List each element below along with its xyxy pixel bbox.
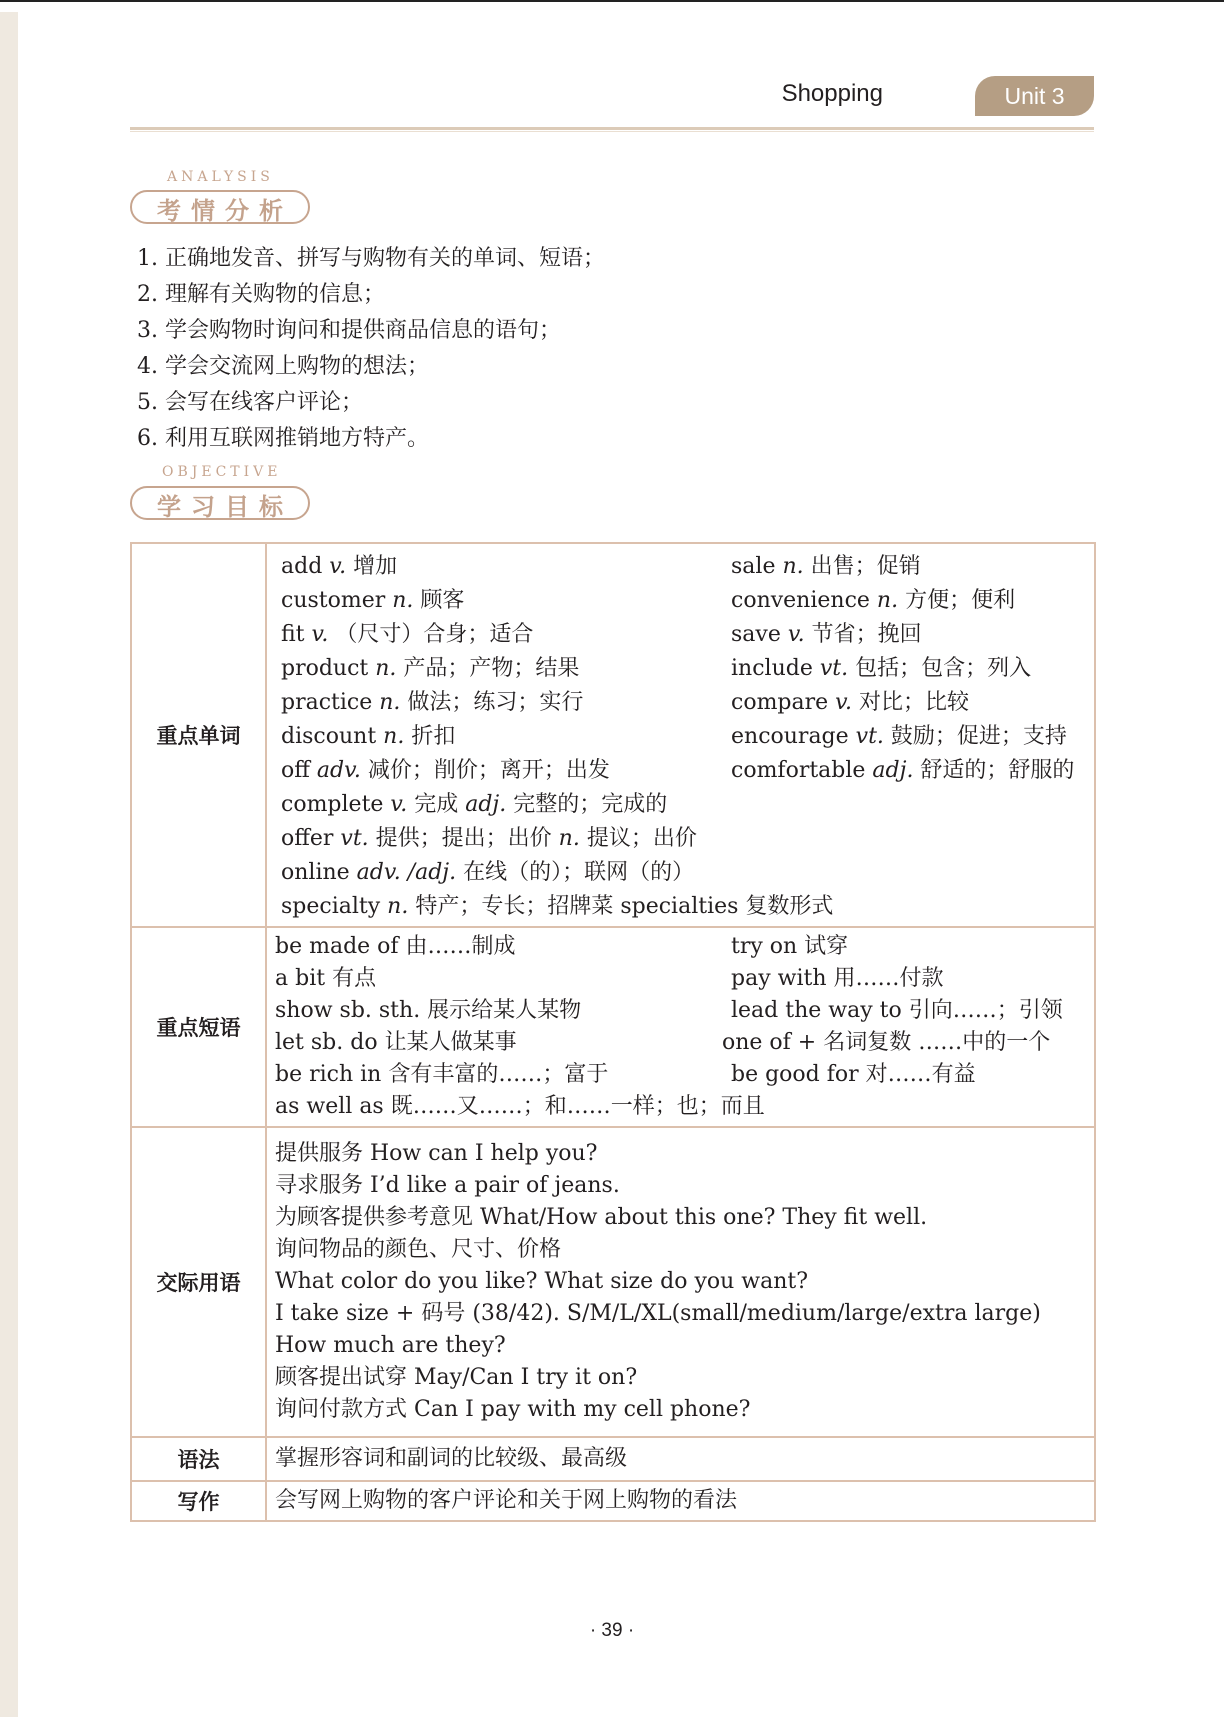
writing-row (131, 1481, 1095, 1521)
word-entry: specialty n. 特产；专长；招牌菜 specialties 复数形式 (281, 894, 834, 919)
analysis-item: 1. 正确地发音、拼写与购物有关的单词、短语； (137, 246, 605, 271)
word-entry: compare v. 对比；比较 (731, 690, 969, 715)
words-label: 重点单词 (131, 543, 266, 927)
word-entry: offer vt. 提供；提出；出价 n. 提议；出价 (281, 826, 697, 851)
phrases-cell (266, 927, 1095, 1127)
words-right-column (731, 550, 1091, 890)
words-cell (266, 543, 1095, 927)
communication-line: 询问物品的颜色、尺寸、价格 (275, 1237, 562, 1262)
word-entry: convenience n. 方便；便利 (731, 588, 1016, 613)
objectives-table (130, 542, 1096, 1522)
grammar-cell (266, 1437, 1095, 1481)
writing-text: 会写网上购物的客户评论和关于网上购物的看法 (275, 1488, 738, 1513)
header-rule-thin (130, 131, 1094, 132)
communication-line: What color do you like? What size do you want? (275, 1269, 809, 1294)
communication-line: How much are they? (275, 1333, 506, 1358)
writing-cell (266, 1481, 1095, 1521)
analysis-heading: 考情分析 (157, 197, 293, 225)
top-border-line (0, 0, 1224, 2)
analysis-list (137, 241, 605, 457)
communication-label: 交际用语 (131, 1127, 266, 1437)
word-entry: product n. 产品；产物；结果 (281, 656, 580, 681)
word-entry: practice n. 做法；练习；实行 (281, 690, 584, 715)
communication-cell (266, 1127, 1095, 1437)
word-entry: online adv. /adj. 在线（的）；联网（的） (281, 860, 695, 885)
word-entry: fit v. （尺寸）合身；适合 (281, 622, 534, 647)
analysis-en-label: ANALYSIS (167, 169, 274, 185)
phrase-entry: let sb. do 让某人做某事 (275, 1030, 517, 1055)
communication-row (131, 1127, 1095, 1437)
communication-line: 顾客提出试穿 May/Can I try it on? (275, 1365, 638, 1390)
header-rule (130, 127, 1094, 130)
phrase-entry: as well as 既……又……；和……一样；也；而且 (275, 1094, 765, 1119)
word-entry: discount n. 折扣 (281, 724, 456, 749)
phrase-entry: be made of 由……制成 (275, 934, 516, 959)
word-entry: add v. 增加 (281, 554, 398, 579)
phrase-entry: pay with 用……付款 (731, 966, 944, 991)
communication-line: I take size + 码号 (38/42). S/M/L/XL(small/medium/large/extra large) (275, 1301, 1041, 1326)
writing-label: 写作 (131, 1481, 266, 1521)
word-entry: save v. 节省；挽回 (731, 622, 922, 647)
word-entry: comfortable adj. 舒适的；舒服的 (731, 758, 1075, 783)
grammar-label: 语法 (131, 1437, 266, 1481)
communication-line: 寻求服务 I’d like a pair of jeans. (275, 1173, 620, 1198)
phrase-entry: lead the way to 引向……；引领 (731, 998, 1063, 1023)
objective-en-label: OBJECTIVE (162, 464, 282, 480)
word-entry: include vt. 包括；包含；列入 (731, 656, 1032, 681)
phrases-left-column (275, 931, 725, 1091)
communication-line: 询问付款方式 Can I pay with my cell phone? (275, 1397, 751, 1422)
grammar-text: 掌握形容词和副词的比较级、最高级 (275, 1446, 628, 1471)
grammar-row (131, 1437, 1095, 1481)
phrases-label: 重点短语 (131, 927, 266, 1127)
analysis-item: 5. 会写在线客户评论； (137, 390, 363, 415)
word-entry: sale n. 出售；促销 (731, 554, 921, 579)
analysis-item: 3. 学会购物时询问和提供商品信息的语句； (137, 318, 561, 343)
phrase-entry: be good for 对……有益 (731, 1062, 976, 1087)
analysis-item: 6. 利用互联网推销地方特产。 (137, 426, 429, 451)
word-entry: customer n. 顾客 (281, 588, 465, 613)
page-edge-strip (0, 12, 18, 1717)
phrase-entry: show sb. sth. 展示给某人某物 (275, 998, 582, 1023)
word-entry: complete v. 完成 adj. 完整的；完成的 (281, 792, 668, 817)
phrase-entry: be rich in 含有丰富的……；富于 (275, 1062, 609, 1087)
words-row (131, 543, 1095, 927)
word-entry: encourage vt. 鼓励；促进；支持 (731, 724, 1067, 749)
header-title: Shopping (781, 80, 883, 107)
page-number: · 39 · (589, 1620, 635, 1641)
words-left-column (281, 550, 731, 890)
phrase-entry: a bit 有点 (275, 966, 377, 991)
word-entry: off adv. 减价；削价；离开；出发 (281, 758, 610, 783)
phrase-entry: one of + 名词复数 ……中的一个 (722, 1030, 1051, 1055)
objective-heading: 学习目标 (157, 493, 293, 521)
unit-badge: Unit 3 (975, 76, 1094, 116)
communication-line: 提供服务 How can I help you? (275, 1141, 598, 1166)
phrase-entry: try on 试穿 (731, 934, 849, 959)
analysis-item: 4. 学会交流网上购物的想法； (137, 354, 429, 379)
phrases-row (131, 927, 1095, 1127)
phrases-right-column (722, 931, 1085, 1091)
analysis-item: 2. 理解有关购物的信息； (137, 282, 385, 307)
communication-line: 为顾客提供参考意见 What/How about this one? They fit well. (275, 1205, 928, 1230)
